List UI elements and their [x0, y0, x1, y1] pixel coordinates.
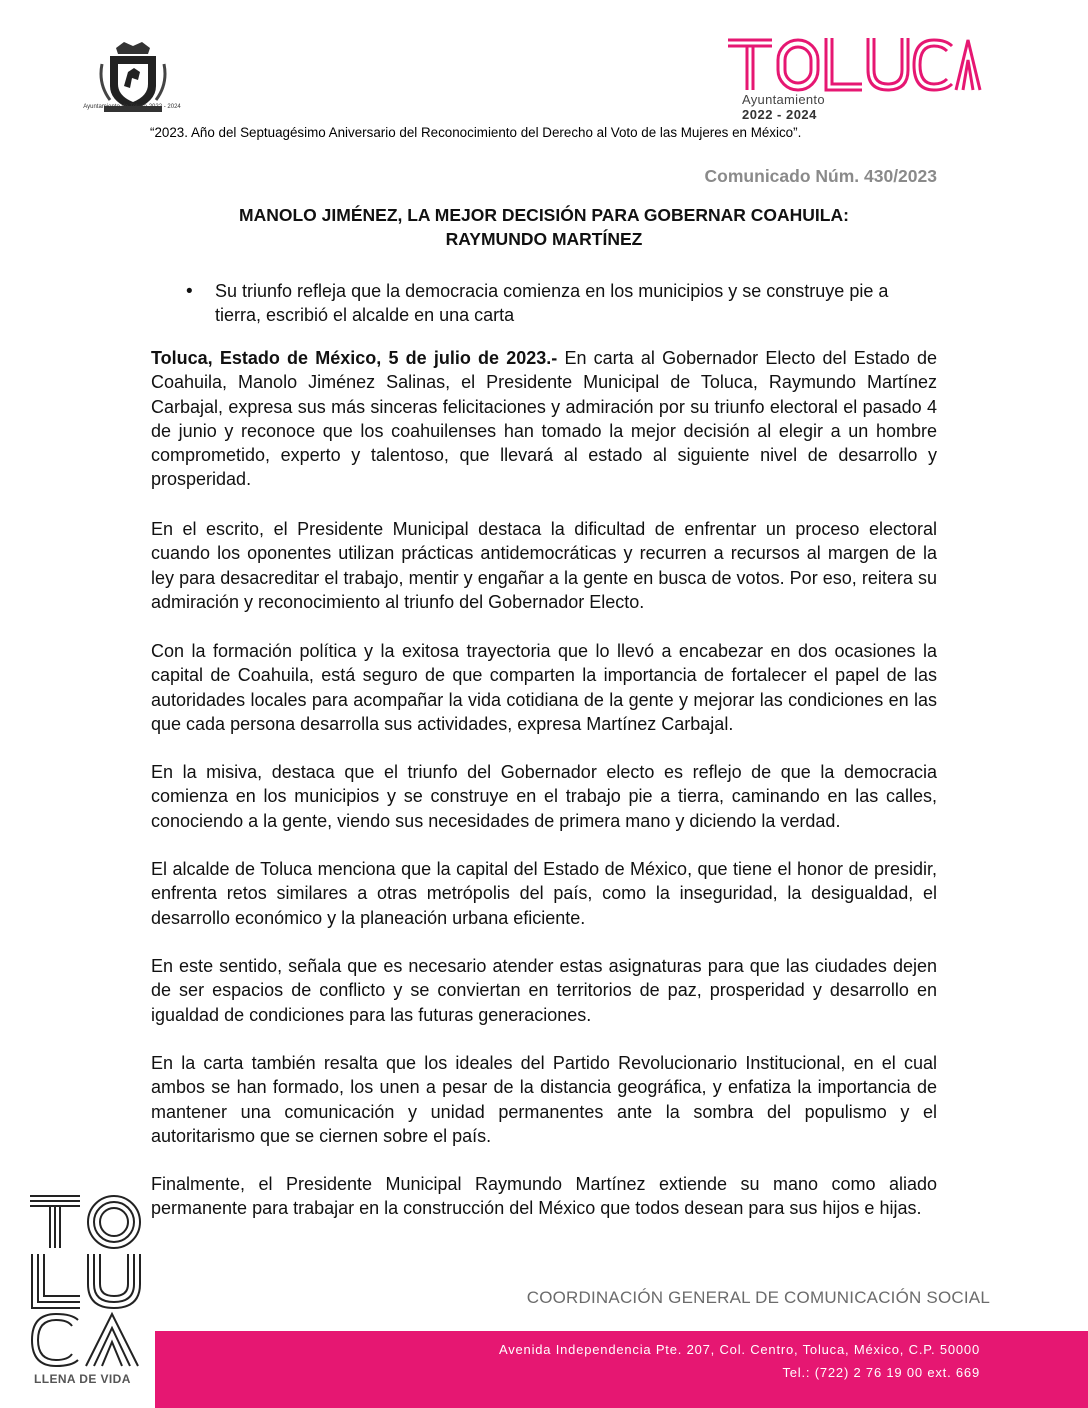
- paragraph-4: En la misiva, destaca que el triunfo del Gobernador electo es reflejo de que la democracia comienza en los municipios y se construye en el trabajo pie a tierra, caminando en las calles, conociendo a la gente, viendo sus necesidades de primera mano y diciendo la verdad.: [151, 762, 937, 831]
- ayuntamiento-label: Ayuntamiento: [742, 92, 825, 107]
- footer-phone: Tel.: (722) 2 76 19 00 ext. 669: [782, 1365, 980, 1380]
- footer-address: Avenida Independencia Pte. 207, Col. Centro, Toluca, México, C.P. 50000: [498, 1342, 980, 1357]
- comunicado-number: Comunicado Núm. 430/2023: [704, 166, 937, 186]
- ayuntamiento-years: 2022 - 2024: [742, 107, 817, 122]
- headline-line-1: MANOLO JIMÉNEZ, LA MEJOR DECISIÓN PARA GOBERNAR COAHUILA:: [239, 205, 849, 225]
- paragraph-1: [151, 346, 937, 492]
- toluca-logo: [726, 36, 982, 92]
- dateline: Toluca, Estado de México, 5 de julio de 2023.-: [151, 348, 558, 368]
- year-motto: “2023. Año del Septuagésimo Aniversario del Reconocimiento del Derecho al Voto de las Mujeres en México”.: [150, 125, 802, 140]
- paragraph-1-body: En carta al Gobernador Electo del Estado de Coahuila, Manolo Jiménez Salinas, el Presidente Municipal de Toluca, Raymundo Martínez Carbajal, expresa sus más sinceras felicitaciones y admiración por su triunfo electoral el pasado 4 de junio y reconoce que los coahuilenses han tomado la mejor decisión al elegir a un hombre comprometido, experto y talentoso, que llevará al estado al siguiente nivel de desarrollo y prosperidad.: [151, 348, 937, 490]
- bullet-summary: Su triunfo refleja que la democracia comienza en los municipios y se construye pie a tierra, escribió el alcalde en una carta: [215, 281, 889, 325]
- headline-line-2: RAYMUNDO MARTÍNEZ: [445, 229, 643, 249]
- crest-caption: Ayuntamiento de Toluca 2022 - 2024: [83, 104, 181, 110]
- tagline: LLENA DE VIDA: [34, 1372, 131, 1386]
- paragraph-8: Finalmente, el Presidente Municipal Raymundo Martínez extiende su mano como aliado permanente para trabajar en la construcción del México que todos desean para sus hijos e hijas.: [151, 1174, 937, 1219]
- toluca-stacked-logo: [26, 1192, 144, 1370]
- headline: [150, 203, 938, 251]
- paragraph-2: En el escrito, el Presidente Municipal destaca la dificultad de enfrentar un proceso electoral cuando los oponentes utilizan prácticas antidemocráticas y recurren a recursos al margen de la ley para desacreditar el trabajo, mentir y engañar a la gente en busca de votos. Por eso, reitera su admiración y reconocimiento al triunfo del Gobernador Electo.: [151, 519, 937, 612]
- paragraph-6: En este sentido, señala que es necesario atender estas asignaturas para que las ciudades dejen de ser espacios de conflicto y se conviertan en territorios de paz, prosperidad y desarrollo en igualdad de condiciones para las futuras generaciones.: [151, 956, 937, 1025]
- coordination-label: COORDINACIÓN GENERAL DE COMUNICACIÓN SOCIAL: [526, 1288, 990, 1307]
- paragraph-5: El alcalde de Toluca menciona que la capital del Estado de México, que tiene el honor de presidir, enfrenta retos similares a otras metrópolis del país, como la inseguridad, la desigualdad, el desarrollo económico y la planeación urbana eficiente.: [151, 859, 937, 928]
- paragraph-7: En la carta también resalta que los ideales del Partido Revolucionario Institucional, en el cual ambos se han formado, los unen a pesar de la distancia geográfica, y enfatiza la importancia de mantener una comunicación y unidad permanentes ante la sombra del populismo y el autoritarismo que se ciernen sobre el país.: [151, 1053, 937, 1146]
- bullet-icon: •: [186, 281, 193, 302]
- paragraph-3: Con la formación política y la exitosa trayectoria que lo llevó a encabezar en dos ocasiones la capital de Coahuila, está seguro de que comparten la importancia de fortalecer el papel de las autoridades locales para acompañar la vida cotidiana de la gente y mejorar las condiciones en las que cada persona desarrolla sus actividades, expresa Martínez Carbajal.: [151, 641, 937, 734]
